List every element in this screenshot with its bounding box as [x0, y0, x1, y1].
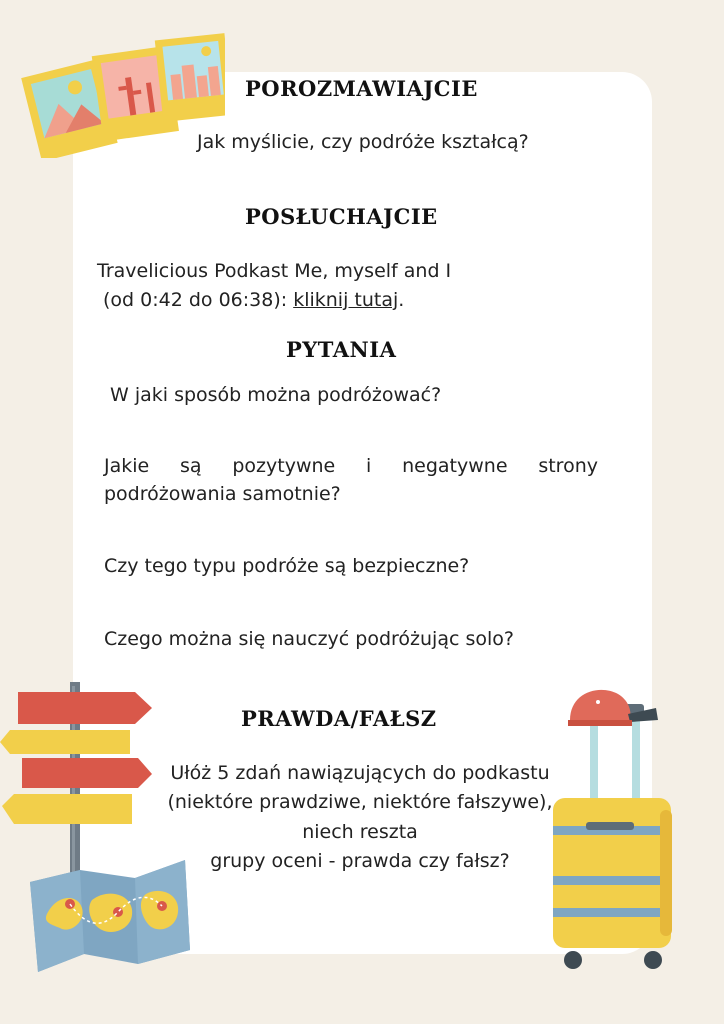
podcast-title: Travelicious Podkast Me, myself and I — [97, 260, 452, 282]
question-item: Jakie są pozytywne i negatywne strony podróżowania samotnie? — [104, 455, 598, 505]
questions-heading: PYTANIA — [286, 337, 397, 362]
talk-heading: POROZMAWIAJCIE — [245, 76, 478, 101]
truefalse-heading: PRAWDA/FAŁSZ — [241, 706, 437, 731]
podcast-line-end: . — [398, 289, 405, 311]
talk-question: Jak myślicie, czy podróże kształcą? — [197, 131, 529, 153]
listen-heading: POSŁUCHAJCIE — [245, 204, 438, 229]
truefalse-line: grupy oceni - prawda czy fałsz? — [210, 850, 510, 872]
truefalse-line: niech reszta — [302, 821, 418, 843]
podcast-link[interactable]: kliknij tutaj — [293, 289, 399, 311]
question-item: Czy tego typu podróże są bezpieczne? — [104, 555, 470, 577]
question-item: W jaki sposób można podróżować? — [110, 384, 442, 406]
map-icon — [30, 842, 195, 977]
podcast-time-range: (od 0:42 do 06:38): — [103, 289, 294, 311]
polaroid-photos-icon — [20, 28, 225, 158]
question-item: Czego można się nauczyć podróżując solo? — [104, 628, 514, 650]
podcast-time-line — [103, 286, 404, 314]
truefalse-line: Ułóż 5 zdań nawiązujących do podkastu — [170, 762, 550, 784]
suitcase-icon — [548, 680, 678, 975]
truefalse-line: (niektóre prawdziwe, niektóre fałszywe), — [167, 791, 553, 813]
cap-icon — [568, 690, 658, 726]
